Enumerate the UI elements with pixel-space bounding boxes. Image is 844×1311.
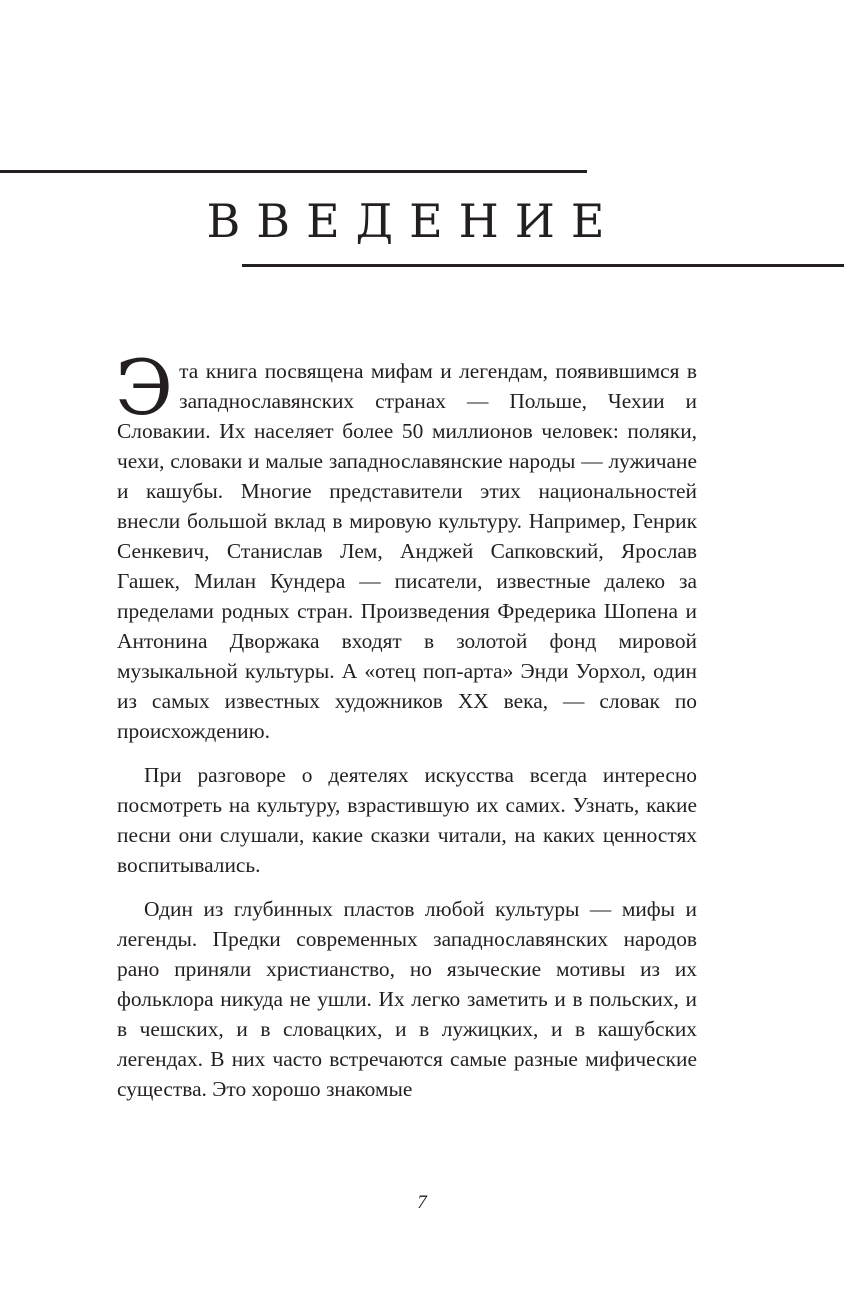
paragraph-3: Один из глубинных пластов любой культуры — мифы и легенды. Предки современных западнославянских народов рано приняли христианство, но языческие мотивы из их фольклора никуда не ушли. Их легко заметить и в польских, и в чешских, и в словацких, и в лужицких, и в кашубских легендах. В них часто встречаются самые разные мифические существа. Это хорошо знакомые bbox=[117, 897, 697, 1101]
top-rule bbox=[0, 170, 587, 173]
chapter-title: ВВЕДЕНИЕ bbox=[206, 194, 621, 248]
paragraph-1-text: та книга посвящена мифам и легендам, появившимся в западнославянских странах — Польше, Чехии и Словакии. Их населяет более 50 миллионов человек: поляки, чехи, словаки и малые западнославянские народы — лужичане и кашубы. Многие представители этих национальностей внесли большой вклад в мировую культуру. Например, Генрик Сенкевич, Станислав Лем, Анджей Сапковский, Ярослав Гашек, Милан Кундера — писатели, известные далеко за пределами родных стран. Произведения Фредерика Шопена и Антонина Дворжака входят в золотой фонд мировой музыкальной культуры. А «отец поп-арта» Энди Уорхол, один из самых известных художников XX века, — словак по происхождению. bbox=[117, 359, 697, 743]
paragraph-1 bbox=[115, 343, 697, 746]
drop-cap: Э bbox=[115, 343, 174, 432]
paragraph-2: При разговоре о деятелях искусства всегда интересно посмотреть на культуру, взрастившую их самих. Узнать, какие песни они слушали, какие сказки читали, на каких ценностях воспитывались. bbox=[117, 763, 697, 877]
page-number: 7 bbox=[417, 1192, 427, 1213]
body-text bbox=[115, 343, 697, 1104]
bottom-rule bbox=[242, 264, 844, 267]
